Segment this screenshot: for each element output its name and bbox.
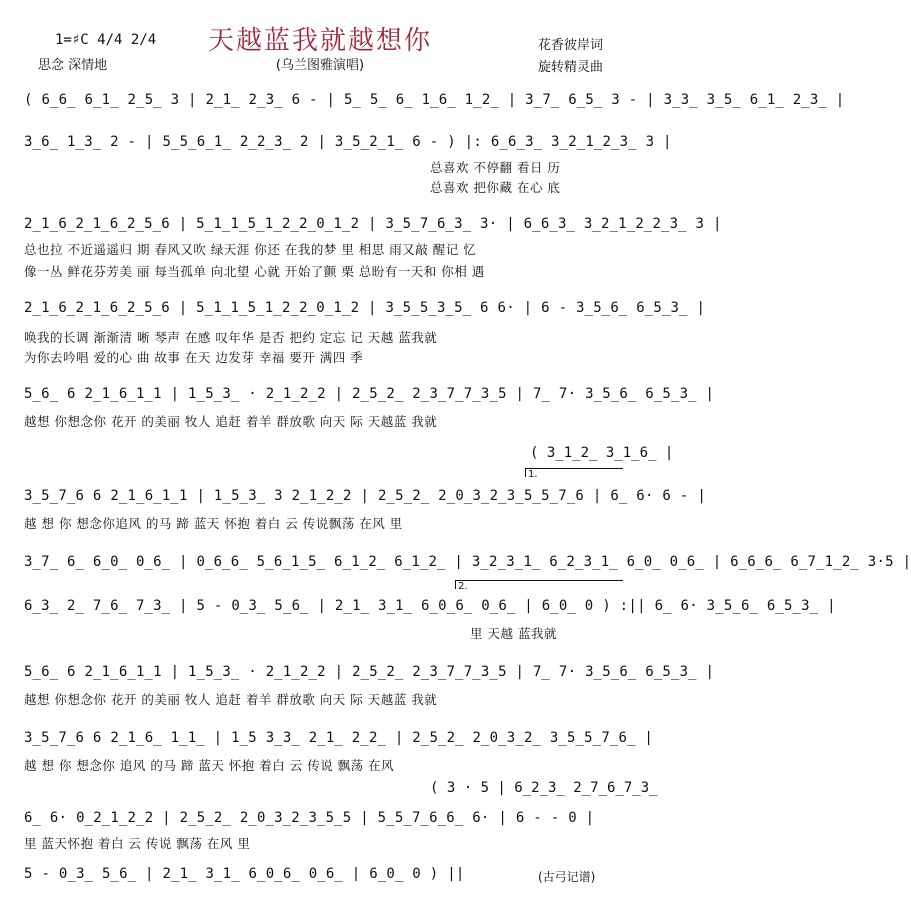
lyric-line-2a: 总喜欢 不停翻 看日 历 (430, 160, 561, 175)
score-line-4: 2̲1̲6̲2̲1̲6̲2̲5̲6 | 5̲1̲1̲5̲1̲2̲2̲0̲1̲2 | 3̲5̲5̲3̲5̲ 6 6· | 6 - 3̲5̲6̲ 6̲5̲3̲ | (24, 300, 706, 316)
score-line-6: 3̲5̲7̲6 6 2̲1̲6̲1̲1 | 1̲5̲3̲ 3 2̲1̲2̲2 | 2̲5̲2̲ 2̲0̲3̲2̲3̲5̲5̲7̲6 | 6̲ 6· 6 - | (24, 488, 707, 504)
key-signature: 1=♯C 4/4 2/4 (55, 32, 157, 48)
score-line-11: 6̲ 6· 0̲2̲1̲2̲2 | 2̲5̲2̲ 2̲0̲3̲2̲3̲5̲5 | 5̲5̲7̲6̲6̲ 6· | 6 - - 0 | (24, 810, 595, 826)
score-line-2: 3̲6̲ 1̲3̲ 2 - | 5̲5̲6̲1̲ 2̲2̲3̲ 2 | 3̲5̲2̲1̲ 6 - ) |: 6̲6̲3̲ 3̲2̲1̲2̲3̲ 3 | (24, 134, 672, 150)
lyric-line-4b: 为你去吟唱 爱的心 曲 故事 在天 边发芽 幸福 要开 满四 季 (24, 350, 364, 365)
score-line-7: 3̲7̲ 6̲ 6̲0̲ 0̲6̲ | 0̲6̲6̲ 5̲6̲1̲5̲ 6̲1̲2̲ 6̲1̲2̲ | 3̲2̲3̲1̲ 6̲2̲3̲1̲ 6̲0̲ 0̲6̲ | 6̲6̲6̲ 6̲7̲1̲2̲ 3·5 | (24, 554, 911, 570)
score-line-9: 5̲6̲ 6 2̲1̲6̲1̲1 | 1̲5̲3̲ · 2̲1̲2̲2 | 2̲5̲2̲ 2̲3̲7̲7̲3̲5 | 7̲ 7· 3̲5̲6̲ 6̲5̲3̲ | (24, 664, 715, 680)
volta-bracket-1: 1. (525, 468, 623, 477)
singer-credit: (乌兰图雅演唱) (275, 58, 365, 73)
score-line-5: 5̲6̲ 6 2̲1̲6̲1̲1 | 1̲5̲3̲ · 2̲1̲2̲2 | 2̲5̲2̲ 2̲3̲7̲7̲3̲5 | 7̲ 7· 3̲5̲6̲ 6̲5̲3̲ | (24, 386, 715, 402)
transcriber-credit: (古弓记谱) (538, 870, 596, 884)
lyric-line-8: 里 天越 蓝我就 (470, 626, 557, 641)
tempo-mood: 思念 深情地 (38, 58, 108, 73)
score-line-10b: ( 3 · 5 | 6̲2̲3̲ 2̲7̲6̲7̲3̲ (430, 780, 658, 796)
lyric-line-6: 越 想 你 想念你追风 的马 蹄 蓝天 怀抱 着白 云 传说飘荡 在风 里 (24, 516, 403, 531)
alternate-intro-notes: ( 3̲1̲2̲ 3̲1̲6̲ | (530, 445, 674, 461)
score-line-8: 6̲3̲ 2̲ 7̲6̲ 7̲3̲ | 5 - 0̲3̲ 5̲6̲ | 2̲1̲ 3̲1̲ 6̲0̲6̲ 0̲6̲ | 6̲0̲ 0 ) :|| 6̲ 6· 3̲5̲6̲ 6̲5̲3̲ | (24, 598, 836, 614)
lyric-line-2b: 总喜欢 把你藏 在心 底 (430, 180, 561, 195)
score-line-3: 2̲1̲6̲2̲1̲6̲2̲5̲6 | 5̲1̲1̲5̲1̲2̲2̲0̲1̲2 | 3̲5̲7̲6̲3̲ 3· | 6̲6̲3̲ 3̲2̲1̲2̲2̲3̲ 3 | (24, 216, 722, 232)
lyricist-credit: 花香彼岸词 (538, 38, 604, 53)
lyric-line-3a: 总也拉 不近遥遥归 期 春风又吹 绿天涯 你还 在我的梦 里 相思 雨又敲 醒记 忆 (24, 242, 477, 257)
lyric-line-10: 越 想 你 想念你 追风 的马 蹄 蓝天 怀抱 着白 云 传说 飘荡 在风 (24, 758, 395, 773)
lyric-line-5: 越想 你想念你 花开 的美丽 牧人 追赶 着羊 群放歌 向天 际 天越蓝 我就 (24, 414, 438, 429)
lyric-line-4a: 唤我的长调 渐渐清 晰 琴声 在感 叹年华 是否 把约 定忘 记 天越 蓝我就 (24, 330, 438, 345)
volta-bracket-2: 2. (455, 580, 623, 589)
lyric-line-11: 里 蓝天怀抱 着白 云 传说 飘荡 在风 里 (24, 836, 251, 851)
score-line-1: ( 6̲6̲ 6̲1̲ 2̲5̲ 3 | 2̲1̲ 2̲3̲ 6 - | 5̲ 5̲ 6̲ 1̲6̲ 1̲2̲ | 3̲7̲ 6̲5̲ 3 - | 3̲3̲ 3̲5̲ 6̲1̲ 2̲3̲ | (24, 92, 845, 108)
lyric-line-9: 越想 你想念你 花开 的美丽 牧人 追赶 着羊 群放歌 向天 际 天越蓝 我就 (24, 692, 438, 707)
score-line-12: 5 - 0̲3̲ 5̲6̲ | 2̲1̲ 3̲1̲ 6̲0̲6̲ 0̲6̲ | 6̲0̲ 0 ) || (24, 866, 465, 882)
lyric-line-3b: 像一丛 鲜花芬芳美 丽 每当孤单 向北望 心就 开始了颤 栗 总盼有一天和 你相 遇 (24, 264, 485, 279)
song-title: 天越蓝我就越想你 (207, 26, 432, 56)
score-line-10: 3̲5̲7̲6 6 2̲1̲6̲ 1̲1̲ | 1̲5 3̲3̲ 2̲1̲ 2̲2̲ | 2̲5̲2̲ 2̲0̲3̲2̲ 3̲5̲5̲7̲6̲ | (24, 730, 654, 746)
composer-credit: 旋转精灵曲 (538, 60, 604, 75)
